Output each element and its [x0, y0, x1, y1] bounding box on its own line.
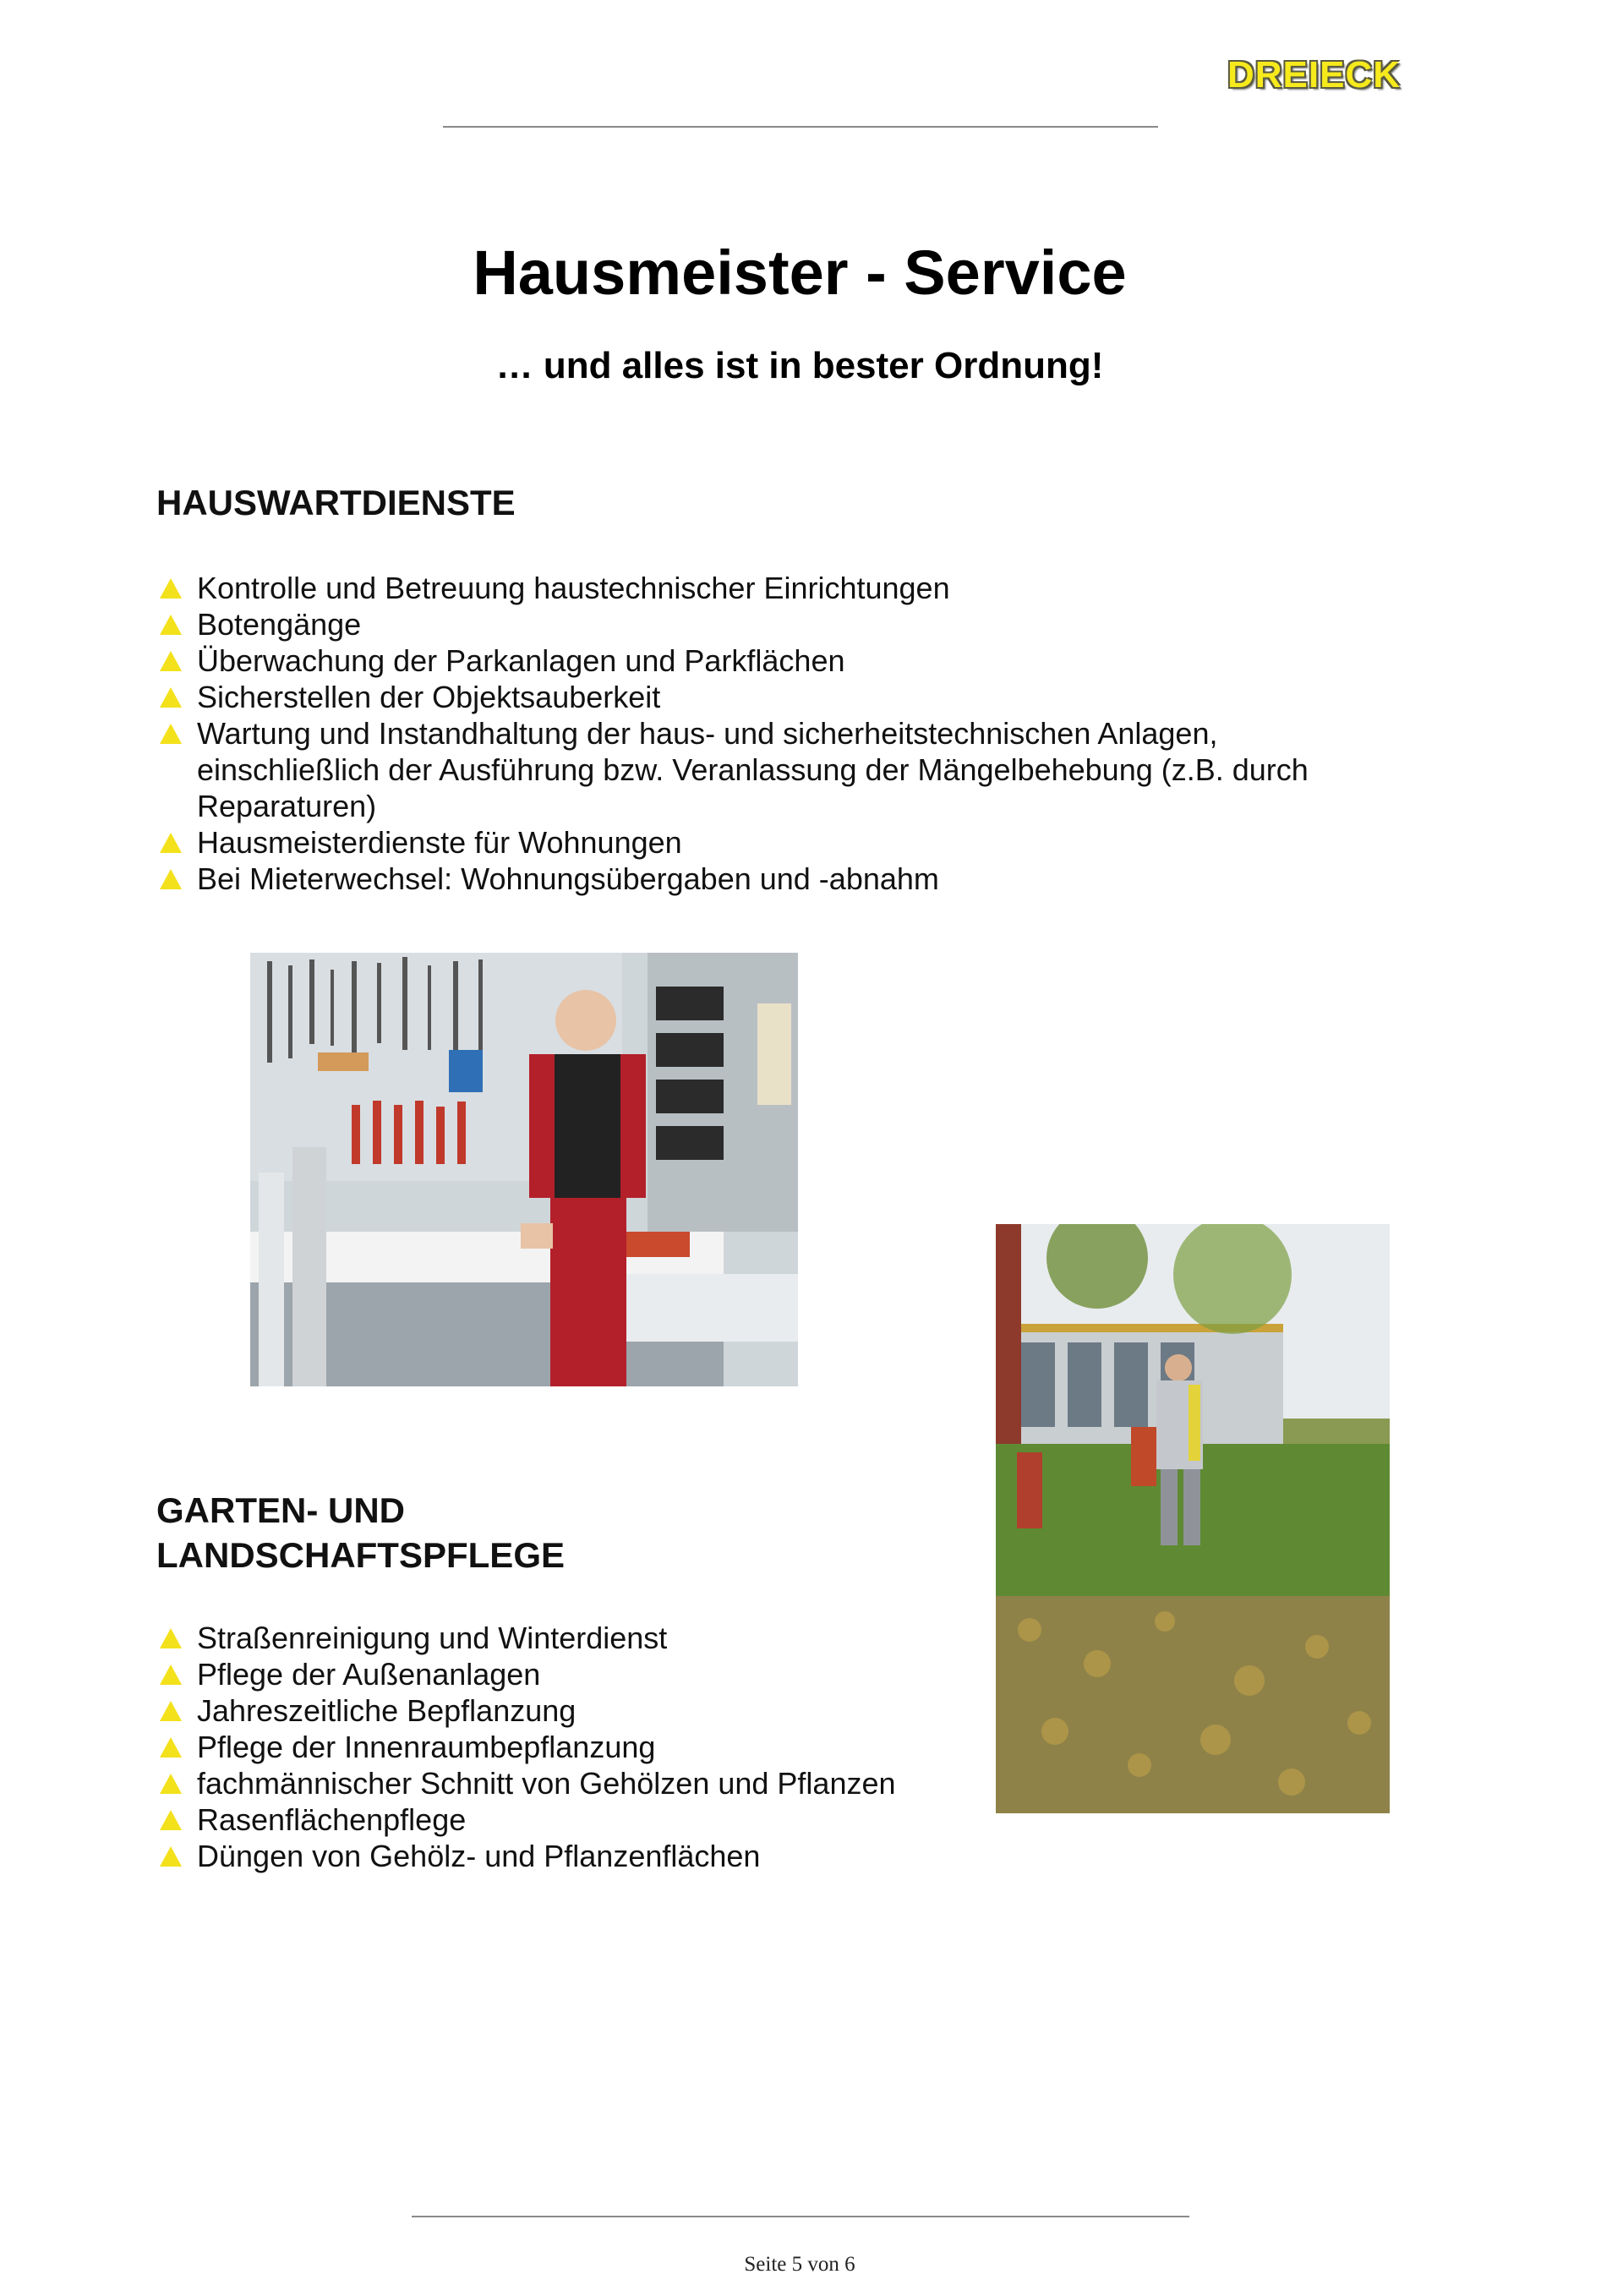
- list-item: Botengänge: [160, 606, 1394, 642]
- list-item: Straßenreinigung und Winterdienst: [160, 1620, 1005, 1656]
- list-item: Kontrolle und Betreuung haustechnischer Einrichtungen: [160, 570, 1394, 606]
- triangle-bullet-icon: [160, 687, 182, 708]
- list-item: Rasenflächenpflege: [160, 1801, 1005, 1838]
- hauswart-list: [160, 570, 1394, 897]
- workshop-photo: [250, 953, 798, 1386]
- triangle-bullet-icon: [160, 1774, 182, 1794]
- list-item: Sicherstellen der Objektsauberkeit: [160, 679, 1394, 715]
- company-logo: DREIECK: [1227, 54, 1402, 96]
- triangle-bullet-icon: [160, 651, 182, 671]
- section-heading-hauswart: HAUSWARTDIENSTE: [156, 483, 516, 522]
- triangle-bullet-icon: [160, 1737, 182, 1758]
- triangle-bullet-icon: [160, 1628, 182, 1648]
- list-item: Düngen von Gehölz- und Pflanzenflächen: [160, 1838, 1005, 1874]
- triangle-bullet-icon: [160, 1665, 182, 1685]
- list-item: fachmännischer Schnitt von Gehölzen und Pflanzen: [160, 1765, 1005, 1801]
- list-item: Hausmeisterdienste für Wohnungen: [160, 824, 1394, 861]
- triangle-bullet-icon: [160, 615, 182, 635]
- list-item: Wartung und Instandhaltung der haus- und sicherheitstechnischen Anlagen, einschließlich der Ausführung bzw. Veranlassung der Mängelbehebung (z.B. durch Reparaturen): [160, 715, 1394, 824]
- list-item: Pflege der Innenraumbepflanzung: [160, 1729, 1005, 1765]
- list-item: Jahreszeitliche Bepflanzung: [160, 1692, 1005, 1729]
- triangle-bullet-icon: [160, 869, 182, 889]
- garden-photo: [996, 1224, 1390, 1813]
- page-number: Seite 5 von 6: [744, 2253, 855, 2276]
- triangle-bullet-icon: [160, 578, 182, 599]
- section-heading-garten: GARTEN- UND LANDSCHAFTSPFLEGE: [156, 1490, 565, 1575]
- page-title: Hausmeister - Service: [473, 237, 1127, 308]
- garten-list: [160, 1620, 1005, 1874]
- page-subtitle: … und alles ist in bester Ordnung!: [495, 345, 1104, 386]
- list-item: Überwachung der Parkanlagen und Parkflächen: [160, 642, 1394, 679]
- triangle-bullet-icon: [160, 833, 182, 853]
- triangle-bullet-icon: [160, 1810, 182, 1830]
- list-item: Pflege der Außenanlagen: [160, 1656, 1005, 1692]
- triangle-bullet-icon: [160, 1846, 182, 1867]
- footer-divider: [412, 2216, 1189, 2217]
- list-item: Bei Mieterwechsel: Wohnungsübergaben und -abnahm: [160, 861, 1394, 897]
- triangle-bullet-icon: [160, 1701, 182, 1721]
- header-divider: [443, 126, 1158, 128]
- triangle-bullet-icon: [160, 724, 182, 744]
